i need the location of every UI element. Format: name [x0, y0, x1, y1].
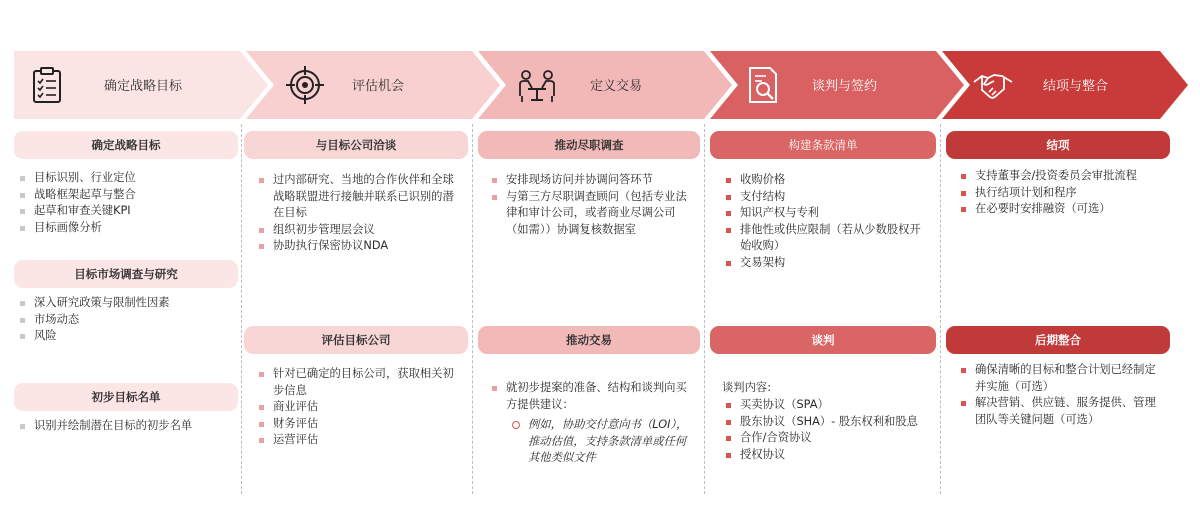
list-item: 目标画像分析 — [16, 220, 238, 237]
list-due-diligence — [488, 172, 688, 238]
stage-arrows — [0, 0, 1200, 125]
list-item: 执行结项计划和程序 — [957, 185, 1167, 202]
document-magnifier-icon — [742, 64, 784, 106]
stage-title-3: 定义交易 — [590, 79, 643, 94]
list-item: 风险 — [16, 328, 238, 345]
list-item: 买卖协议（SPA） — [722, 397, 922, 414]
list-item: 解决营销、供应链、服务提供、管理团队等关键问题（可选） — [957, 395, 1163, 428]
list-item: 安排现场访问并协调问答环节 — [488, 172, 688, 189]
list-item: 组织初步管理层会议 — [255, 222, 455, 239]
box-title-engage-target: 与目标公司洽谈 — [244, 131, 468, 159]
list-item: 支付结构 — [722, 189, 922, 206]
list-item: 起草和审查关键KPI — [16, 203, 238, 220]
list-engage-target — [255, 172, 455, 255]
list-item: 收购价格 — [722, 172, 922, 189]
box-title-drive-deal: 推动交易 — [478, 326, 700, 354]
list-item: 商业评估 — [255, 399, 455, 416]
list-market-research — [16, 295, 238, 345]
list-item: 交易架构 — [722, 255, 922, 272]
sub-list-item: 例如，协助交付意向书（LOI），推动估值，支持条款清单或任何其他类似文件 — [510, 417, 690, 467]
column-divider — [241, 124, 242, 494]
box-title-market-research: 目标市场调查与研究 — [14, 260, 238, 288]
handshake-icon — [972, 64, 1014, 106]
list-item: 支持董事会/投资委员会审批流程 — [957, 168, 1167, 185]
list-item: 识别并绘制潜在目标的初步名单 — [16, 418, 238, 435]
list-item: 合作/合资协议 — [722, 430, 922, 447]
list-term-sheet — [722, 172, 922, 272]
list-initial-list — [16, 418, 238, 435]
list-item: 知识产权与专利 — [722, 205, 922, 222]
box-title-strategic-goal: 确定战略目标 — [14, 131, 238, 159]
list-item: 协助执行保密协议NDA — [255, 238, 455, 255]
list-closing — [957, 168, 1167, 218]
box-title-due-diligence: 推动尽职调查 — [478, 131, 700, 159]
list-strategic-goal — [16, 170, 238, 236]
list-item: 针对已确定的目标公司，获取相关初步信息 — [255, 366, 455, 399]
stage-title-2: 评估机会 — [352, 79, 405, 94]
sublist-drive-deal — [510, 417, 690, 467]
list-item: 授权协议 — [722, 447, 922, 464]
box-title-negotiation: 谈判 — [710, 326, 936, 354]
clipboard-checklist-icon — [26, 64, 68, 106]
box-title-closing: 结项 — [946, 131, 1170, 159]
list-item: 过内部研究、当地的合作伙伴和全球战略联盟进行接触并联系已识别的潜在目标 — [255, 172, 455, 222]
stage-title-5: 结项与整合 — [1043, 79, 1109, 94]
list-post-integration — [957, 362, 1163, 428]
stage-title-4: 谈判与签约 — [812, 79, 878, 94]
column-divider — [704, 124, 705, 494]
list-item: 确保清晰的目标和整合计划已经制定并实施（可选） — [957, 362, 1163, 395]
box-title-evaluate-target: 评估目标公司 — [244, 326, 468, 354]
meeting-table-icon — [516, 64, 558, 106]
box-title-post-integration: 后期整合 — [946, 326, 1170, 354]
box-title-term-sheet: 构建条款清单 — [710, 131, 936, 159]
box-title-initial-list: 初步目标名单 — [14, 383, 238, 411]
column-divider — [940, 124, 941, 494]
list-item: 股东协议（SHA）- 股东权利和股息 — [722, 414, 922, 431]
list-negotiation — [722, 397, 922, 463]
list-item: 在必要时安排融资（可选） — [957, 201, 1167, 218]
list-item: 战略框架起草与整合 — [16, 187, 238, 204]
list-item: 与第三方尽职调查顾问（包括专业法律和审计公司，或者商业尽调公司（如需））协调复核数据室 — [488, 189, 688, 239]
list-item: 深入研究政策与限制性因素 — [16, 295, 238, 312]
column-divider — [472, 124, 473, 494]
list-item: 就初步提案的准备、结构和谈判向买方提供建议： — [488, 380, 688, 413]
list-item: 运营评估 — [255, 432, 455, 449]
target-crosshair-icon — [284, 64, 326, 106]
negotiation-intro: 谈判内容: — [722, 381, 771, 394]
list-item: 市场动态 — [16, 312, 238, 329]
list-drive-deal — [488, 380, 688, 413]
list-item: 排他性或供应限制（若从少数股权开始收购） — [722, 222, 922, 255]
stage-title-1: 确定战略目标 — [104, 79, 183, 94]
list-item: 目标识别、行业定位 — [16, 170, 238, 187]
list-item: 财务评估 — [255, 416, 455, 433]
list-evaluate-target — [255, 366, 455, 449]
